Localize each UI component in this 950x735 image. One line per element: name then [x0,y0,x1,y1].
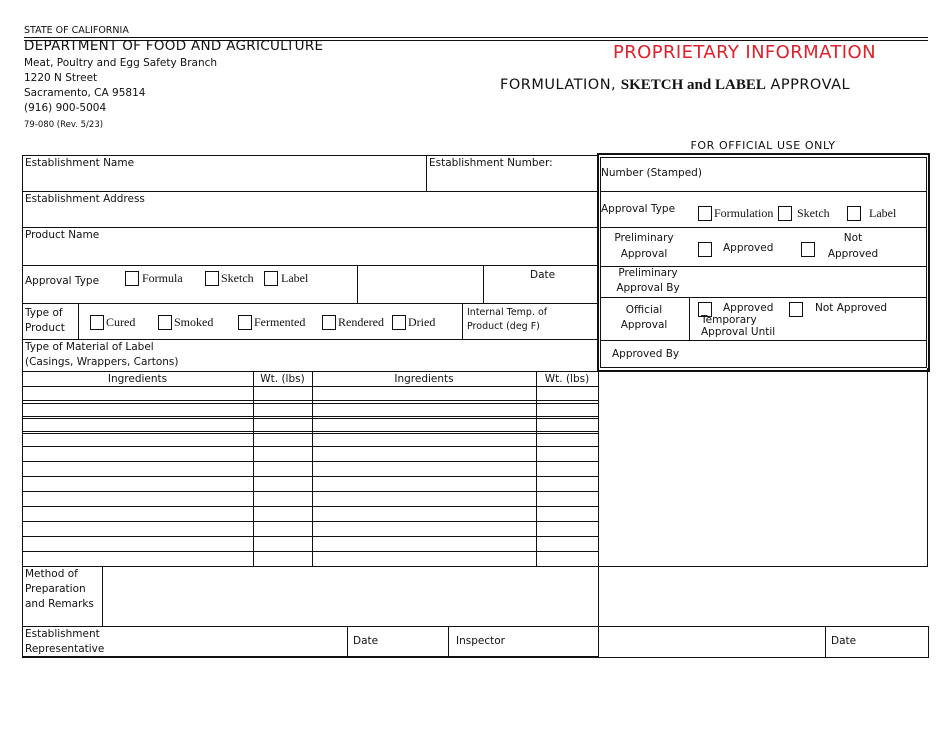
divider [462,303,463,339]
product-name-field[interactable] [24,243,594,263]
divider [22,227,599,228]
phone-number: (916) 900-5004 [24,102,107,114]
street-address: 1220 N Street [24,72,98,84]
rep-date-label: Date [353,635,379,647]
table-cell[interactable] [23,537,252,550]
fermented-label: Fermented [254,315,306,329]
official-blank-area [599,368,928,566]
official-use-heading: FOR OFFICIAL USE ONLY [690,139,836,152]
city-address: Sacramento, CA 95814 [24,87,146,99]
preliminary-approved-checkbox[interactable] [698,242,712,257]
table-cell[interactable] [254,462,311,475]
inspector-date-label: Date [831,635,857,647]
title-part-approval: APPROVAL [770,77,851,93]
table-cell[interactable] [313,552,535,565]
divider [22,265,599,266]
material-label-2: (Casings, Wrappers, Cartons) [25,356,179,368]
method-label-2: Preparation [25,583,86,595]
temporary-label-2: Approval Until [701,326,776,338]
fermented-checkbox[interactable] [238,315,252,330]
table-cell[interactable] [537,387,597,402]
table-cell[interactable] [537,462,597,475]
material-label-1: Type of Material of Label [25,341,154,353]
branch-name: Meat, Poultry and Egg Safety Branch [24,57,218,69]
divider [825,626,826,657]
form-number: 79-080 (Rev. 5/23) [24,120,104,130]
table-cell[interactable] [537,537,597,550]
table-cell[interactable] [313,477,535,490]
official-sketch-checkbox[interactable] [778,206,792,221]
table-cell[interactable] [254,507,311,520]
divider [426,155,427,191]
table-cell[interactable] [313,447,535,460]
type-of-product-label-1: Type of [25,307,63,319]
divider [600,340,927,341]
table-cell[interactable] [313,537,535,550]
preliminary-not-label-1: Not [843,232,863,244]
table-cell[interactable] [254,552,311,565]
date-label: Date [530,269,556,281]
number-stamped-field[interactable] [700,160,922,188]
temporary-approval-until-field[interactable] [780,320,922,338]
official-sketch-label: Sketch [797,206,830,220]
table-cell[interactable] [23,462,252,475]
material-field[interactable] [200,352,594,370]
table-cell[interactable] [313,522,535,535]
table-cell[interactable] [23,507,252,520]
official-approval-label-2: Approval [620,319,668,331]
state-label: STATE OF CALIFORNIA [24,25,129,36]
date-field[interactable] [486,284,594,301]
cured-label: Cured [106,315,136,329]
table-cell[interactable] [23,492,252,505]
divider [448,626,449,657]
internal-temp-label-2: Product (deg F) [467,321,540,332]
official-approval-type-label: Approval Type [601,203,676,215]
label-checkbox[interactable] [264,271,278,286]
official-approval-label-1: Official [625,304,663,316]
temporary-label-1: Temporary [701,314,757,326]
divider [102,566,103,626]
establishment-number-label: Establishment Number: [429,157,553,169]
divider [600,227,927,228]
proprietary-heading: PROPRIETARY INFORMATION [613,42,876,63]
weight-header-1: Wt. (lbs) [260,373,305,385]
smoked-checkbox[interactable] [158,315,172,330]
table-cell[interactable] [23,434,252,445]
weight-header-2: Wt. (lbs) [544,373,590,385]
method-label-1: Method of [25,568,78,580]
internal-temp-field[interactable] [548,305,594,337]
approval-type-label: Approval Type [25,275,100,287]
preliminary-by-label-2: Approval By [616,282,680,294]
table-cell[interactable] [254,447,311,460]
table-cell[interactable] [23,387,252,402]
divider [22,566,928,567]
formula-checkbox[interactable] [125,271,139,286]
preliminary-by-field[interactable] [700,269,922,295]
official-approved-label: Approved [723,302,774,314]
divider [312,371,313,566]
preliminary-approval-label-2: Approval [620,248,668,260]
type-of-product-label-2: Product [25,322,65,334]
establishment-name-field[interactable] [24,171,424,189]
rep-label-2: Representative [25,643,105,655]
table-cell[interactable] [313,434,535,445]
official-not-approved-checkbox[interactable] [789,302,803,317]
establishment-address-label: Establishment Address [25,193,145,205]
table-cell[interactable] [537,419,597,432]
dried-checkbox[interactable] [392,315,406,330]
rep-label-1: Establishment [25,628,100,640]
preliminary-not-label-2: Approved [827,248,879,260]
table-cell[interactable] [537,477,597,490]
number-stamped-label: Number (Stamped) [601,167,702,179]
form-title [500,77,850,94]
establishment-address-field[interactable] [24,207,594,225]
establishment-number-field[interactable] [429,171,594,189]
table-cell[interactable] [313,492,535,505]
table-cell[interactable] [537,447,597,460]
approved-by-field[interactable] [690,343,922,364]
sketch-label: Sketch [221,271,254,285]
ingredients-header-1: Ingredients [107,373,168,385]
table-cell[interactable] [537,507,597,520]
preliminary-approved-label: Approved [723,242,774,254]
table-cell[interactable] [23,522,252,535]
product-name-label: Product Name [25,229,100,241]
table-cell[interactable] [254,404,311,417]
table-cell[interactable] [313,419,535,432]
dried-label: Dried [408,315,436,329]
table-cell[interactable] [254,492,311,505]
table-cell[interactable] [254,522,311,535]
divider [600,191,927,192]
divider [253,371,254,566]
table-cell[interactable] [23,552,252,565]
rendered-label: Rendered [338,315,384,329]
table-cell[interactable] [254,537,311,550]
method-label-3: and Remarks [25,598,94,610]
table-cell[interactable] [537,434,597,445]
table-cell[interactable] [537,522,597,535]
sketch-checkbox[interactable] [205,271,219,286]
divider [483,265,484,303]
official-label-label: Label [869,206,897,220]
preliminary-approval-label-1: Preliminary [614,232,674,244]
method-remarks-field[interactable] [104,568,926,624]
divider [347,626,348,657]
table-cell[interactable] [537,404,597,417]
table-cell[interactable] [23,419,252,432]
inspector-label: Inspector [456,635,505,647]
formula-label: Formula [142,271,183,285]
table-cell[interactable] [537,492,597,505]
preliminary-by-label-1: Preliminary [618,267,678,279]
table-cell[interactable] [313,404,535,417]
table-cell[interactable] [254,477,311,490]
approval-type-field[interactable] [359,267,482,301]
preliminary-not-approved-checkbox[interactable] [801,242,815,257]
divider [357,265,358,303]
rendered-checkbox[interactable] [322,315,336,330]
table-cell[interactable] [254,434,311,445]
title-part-formulation: FORMULATION, [500,77,617,93]
table-cell[interactable] [313,462,535,475]
table-cell[interactable] [254,387,311,402]
internal-temp-label-1: Internal Temp. of [467,307,548,318]
table-cell[interactable] [313,507,535,520]
table-cell[interactable] [313,387,535,402]
title-part-sketch-label: SKETCH and LABEL [620,77,766,93]
official-label-checkbox[interactable] [847,206,861,221]
label-label: Label [281,271,309,285]
table-cell[interactable] [23,447,252,460]
approved-by-label: Approved By [612,348,680,360]
table-cell[interactable] [23,477,252,490]
establishment-name-label: Establishment Name [25,157,135,169]
table-cell[interactable] [537,552,597,565]
divider [78,303,79,339]
divider [536,371,537,566]
official-not-approved-label: Not Approved [815,302,888,314]
department-name: DEPARTMENT OF FOOD AND AGRICULTURE [24,38,324,54]
divider [600,297,927,298]
table-cell[interactable] [23,404,252,417]
formulation-checkbox[interactable] [698,206,712,221]
formulation-label: Formulation [714,206,774,220]
cured-checkbox[interactable] [90,315,104,330]
smoked-label: Smoked [174,315,214,329]
table-cell[interactable] [254,419,311,432]
divider [22,303,599,304]
ingredients-header-2: Ingredients [394,373,454,385]
divider [689,297,690,340]
